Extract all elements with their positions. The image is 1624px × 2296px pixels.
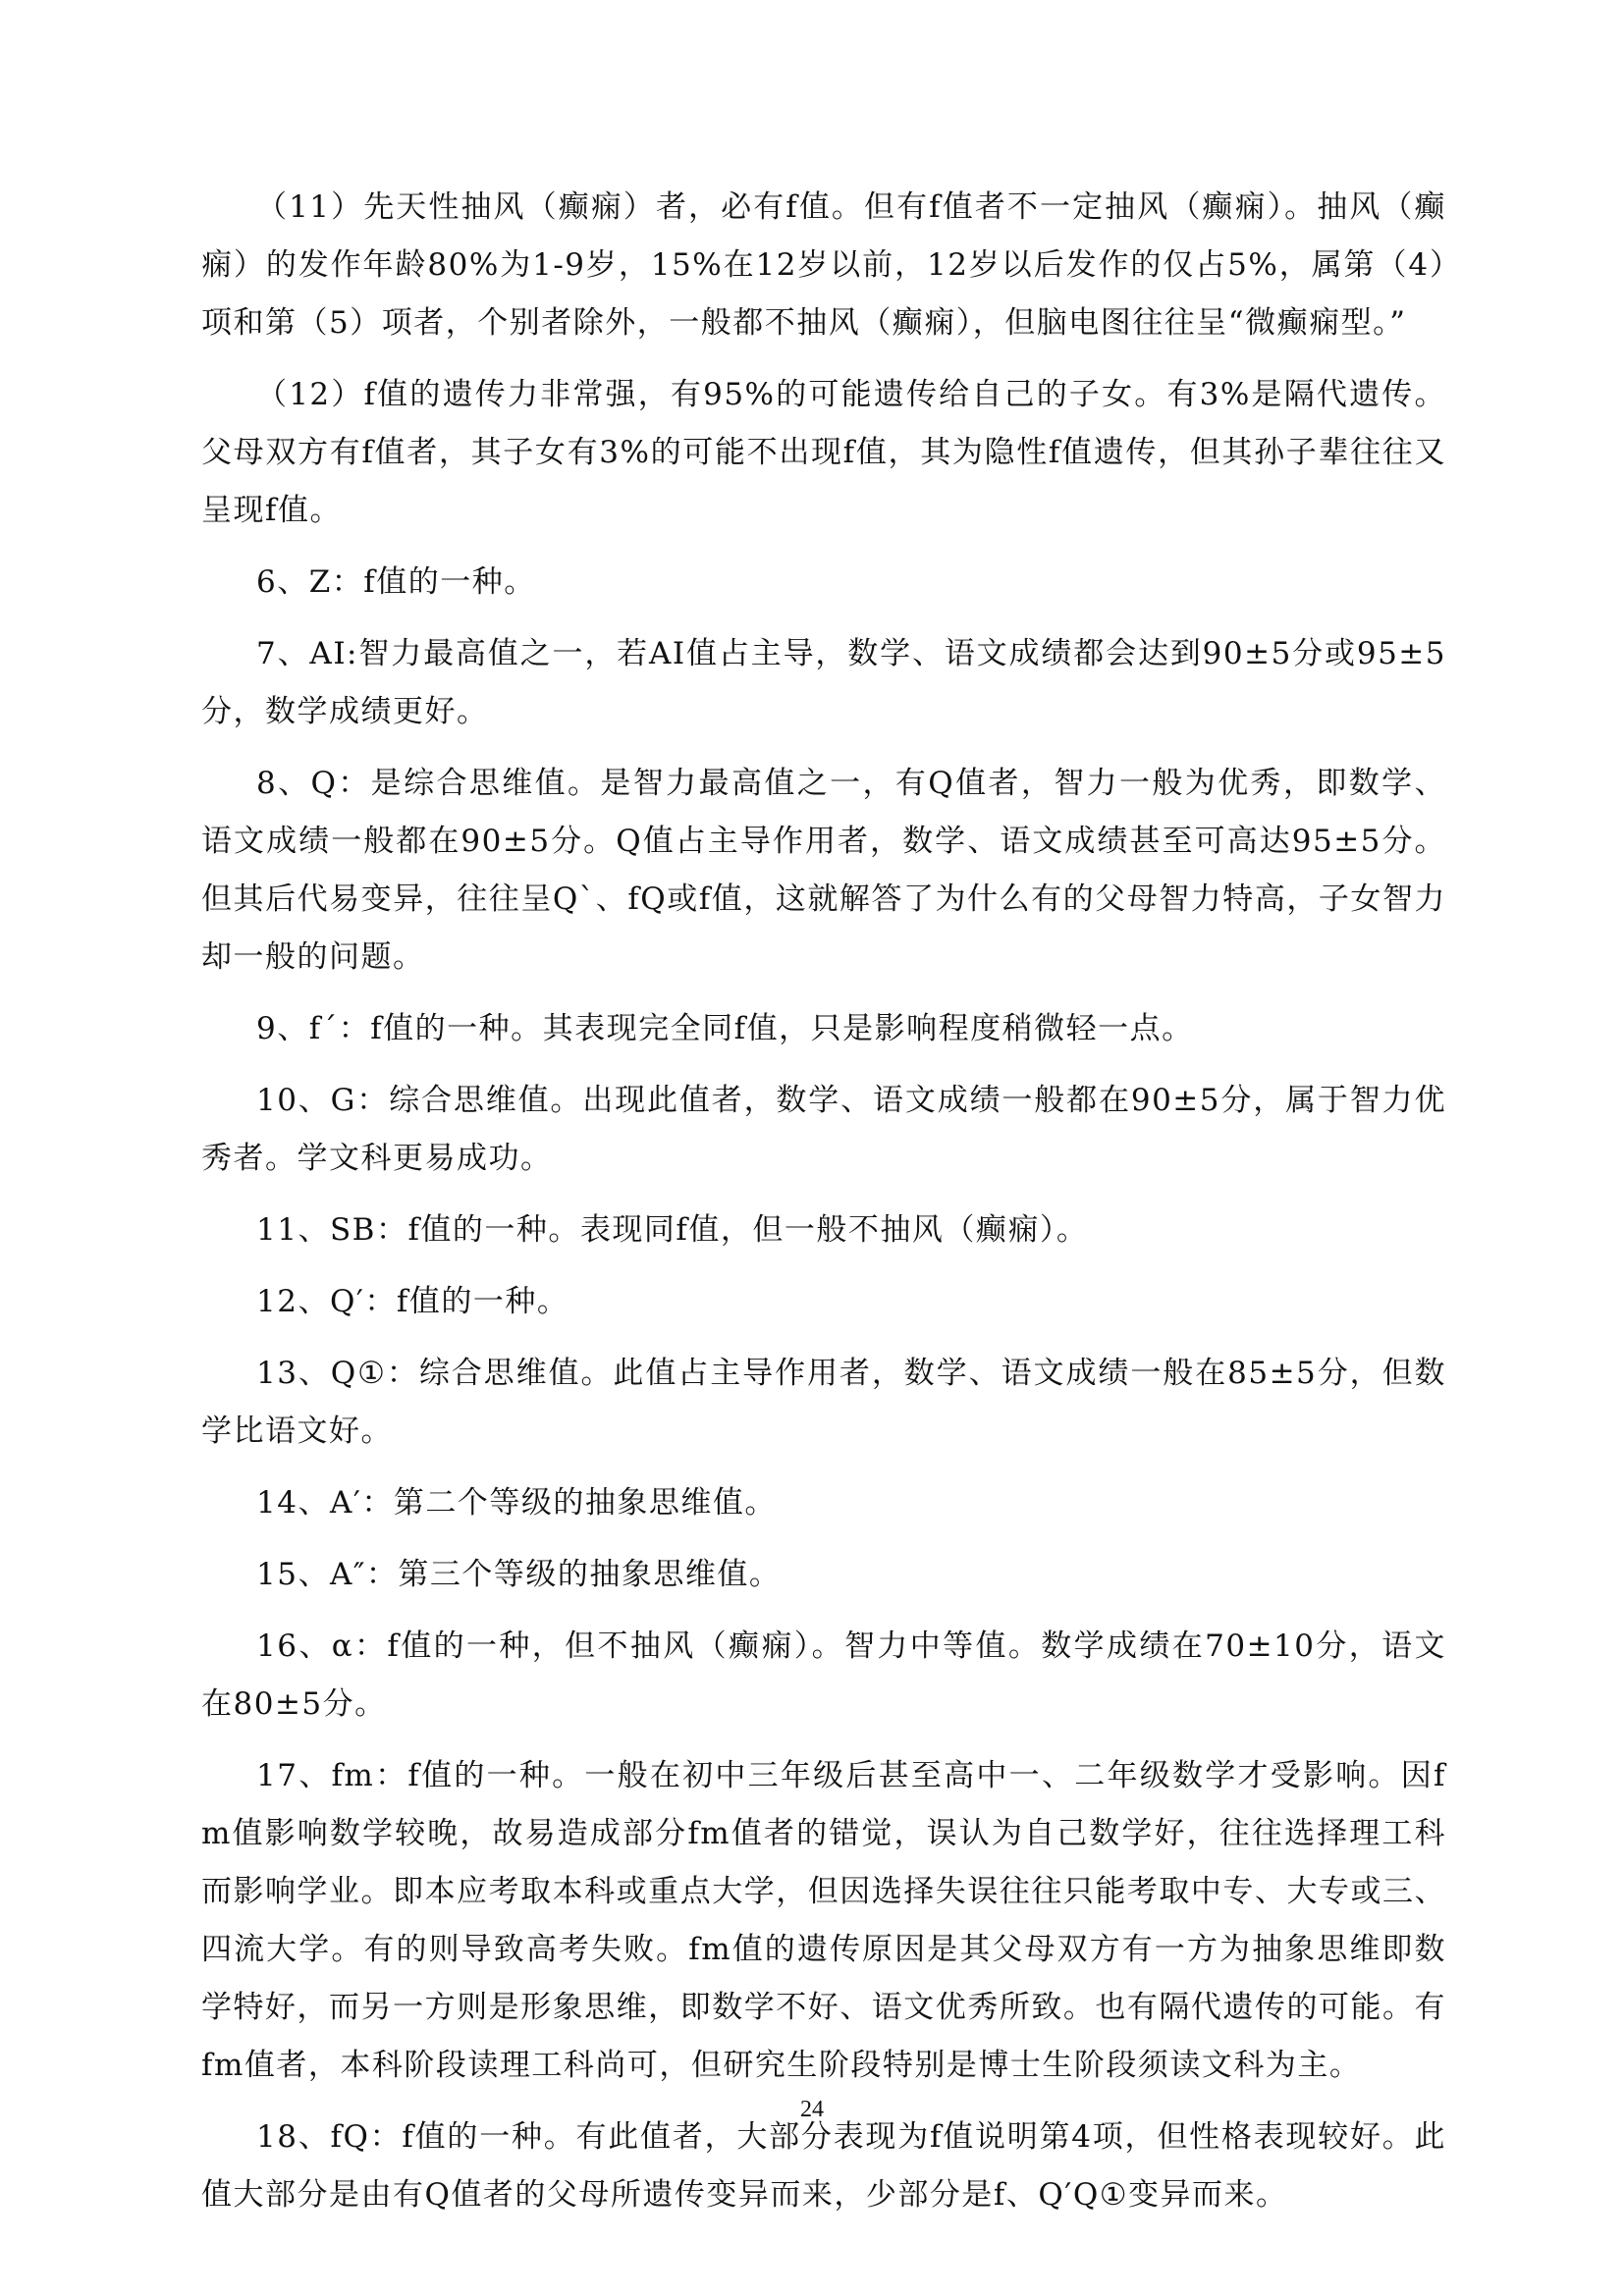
paragraph-item-10-g: 10、G：综合思维值。出现此值者，数学、语文成绩一般都在90±5分，属于智力优秀者。学文科更易成功。 <box>201 1083 1446 1176</box>
page-number: 24 <box>800 2097 824 2122</box>
paragraph-item-11-sb: 11、SB：f值的一种。表现同f值，但一般不抽风（癫痫）。 <box>256 1212 1089 1248</box>
paragraph-item-9-f-prime: 9、f´：f值的一种。其表现完全同f值，只是影响程度稍微轻一点。 <box>256 1011 1194 1046</box>
paragraph-item-6-z: 6、Z：f值的一种。 <box>256 564 536 600</box>
paragraph-item-12-q-prime: 12、Q′：f值的一种。 <box>256 1284 569 1319</box>
paragraph-item-8-q: 8、Q：是综合思维值。是智力最高值之一，有Q值者，智力一般为优秀，即数学、语文成绩一般都在90±5分。Q值占主导作用者，数学、语文成绩甚至可高达95±5分。但其后代易变异，往往呈Q`、fQ或f值，这就解答了为什么有的父母智力特高，子女智力却一般的问题。 <box>201 766 1446 975</box>
paragraph-item-7-ai: 7、AI:智力最高值之一，若AI值占主导，数学、语文成绩都会达到90±5分或95±5分，数学成绩更好。 <box>201 636 1446 729</box>
paragraph-item-16-alpha: 16、α：f值的一种，但不抽风（癫痫）。智力中等值。数学成绩在70±10分，语文在80±5分。 <box>201 1629 1446 1722</box>
paragraph-item-13-q1: 13、Q①：综合思维值。此值占主导作用者，数学、语文成绩一般在85±5分，但数学比语文好。 <box>201 1356 1446 1449</box>
paragraph-item-15-a-double-prime: 15、A″：第三个等级的抽象思维值。 <box>256 1557 782 1592</box>
paragraph-11-epilepsy: （11）先天性抽风（癫痫）者，必有f值。但有f值者不一定抽风（癫痫）。抽风（癫痫）的发作年龄80%为1-9岁，15%在12岁以前，12岁以后发作的仅占5%，属第（4）项和第（5）项者，个别者除外，一般都不抽风（癫痫），但脑电图往往呈“微癫痫型。” <box>201 189 1446 341</box>
document-body <box>201 179 1446 2238</box>
paragraph-item-18-fq: 18、fQ：f值的一种。有此值者，大部分表现为f值说明第4项，但性格表现较好。此值大部分是由有Q值者的父母所遗传变异而来，少部分是f、Q′Q①变异而来。 <box>201 2119 1446 2213</box>
paragraph-item-14-a-prime: 14、A′：第二个等级的抽象思维值。 <box>256 1485 777 1521</box>
paragraph-12-heredity: （12）f值的遗传力非常强，有95%的可能遗传给自己的子女。有3%是隔代遗传。父母双方有f值者，其子女有3%的可能不出现f值，其为隐性f值遗传，但其孙子辈往往又呈现f值。 <box>201 377 1446 528</box>
paragraph-item-17-fm: 17、fm：f值的一种。一般在初中三年级后甚至高中一、二年级数学才受影响。因fm值影响数学较晚，故易造成部分fm值者的错觉，误认为自己数学好，往往选择理工科而影响学业。即本应考取本科或重点大学，但因选择失误往往只能考取中专、大专或三、四流大学。有的则导致高考失败。fm值的遗传原因是其父母双方有一方为抽象思维即数学特好，而另一方则是形象思维，即数学不好、语文优秀所致。也有隔代遗传的可能。有fm值者，本科阶段读理工科尚可，但研究生阶段特别是博士生阶段须读文科为主。 <box>201 1758 1446 2083</box>
